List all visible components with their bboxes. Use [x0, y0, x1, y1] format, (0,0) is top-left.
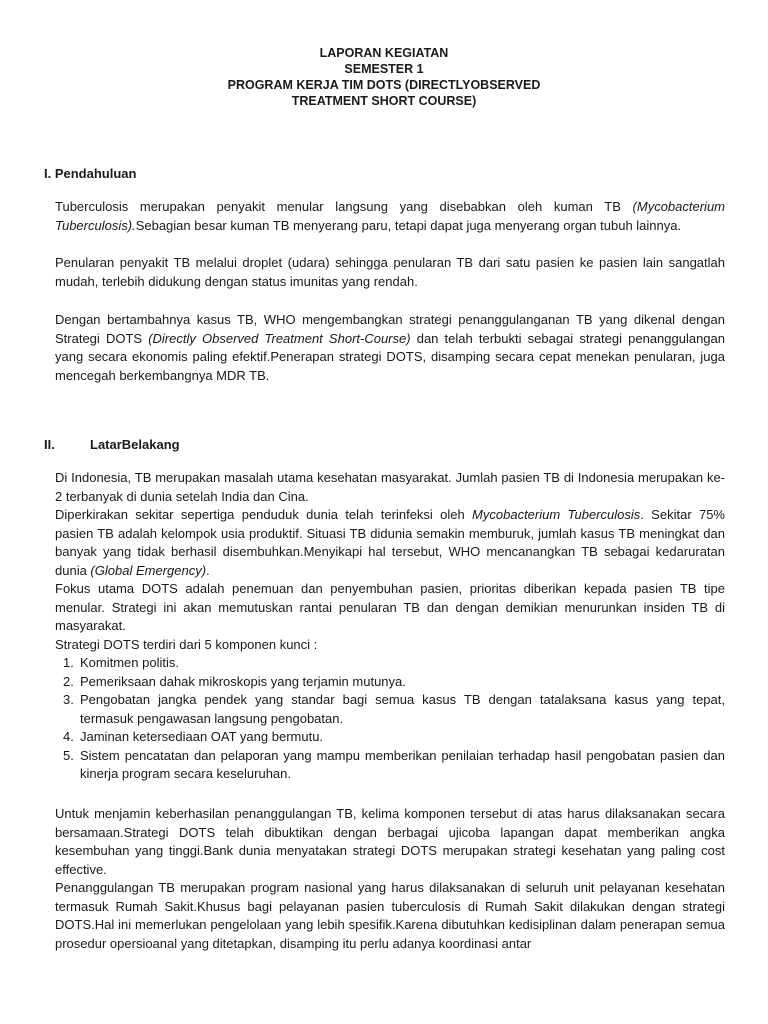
- list-item-text: Komitmen politis.: [80, 655, 179, 670]
- list-item: [55, 673, 725, 692]
- list-item-number: 4.: [63, 729, 74, 744]
- title-line-1: LAPORAN KEGIATAN: [319, 46, 449, 60]
- list-item-text: Pengobatan jangka pendek yang standar bagi semua kasus TB dengan tatalaksana kasus yang tepat, termasuk pengawasan langsung pengobatan.: [80, 692, 725, 726]
- list-item: [55, 728, 725, 747]
- paragraph-text: Untuk menjamin keberhasilan penanggulangan TB, kelima komponen tersebut di atas harus dilaksanakan secara bersamaan.Strategi DOTS telah dibuktikan dengan berbagai ujicoba lapangan dapat memberikan angka kesembuhan yang tinggi.Bank dunia menyatakan strategi DOTS merupakan strategi kesehatan yang paling cost effective.: [55, 806, 725, 877]
- text-run: Dengan bertambahnya kasus TB, WHO mengembangkan strategi penanggulanganan TB yang dikenal dengan Strategi DOTS: [55, 312, 725, 346]
- global-emergency: (Global Emergency): [90, 562, 207, 578]
- section-2-number: II.: [44, 437, 55, 452]
- section-1-heading: I. Pendahuluan: [44, 166, 137, 181]
- section-2-heading: [44, 437, 180, 452]
- section-2-body: [55, 469, 725, 784]
- title-line-4: TREATMENT SHORT COURSE): [291, 94, 477, 108]
- section-2-paragraph-5: [55, 805, 725, 953]
- section-1-paragraph-3: [55, 311, 725, 385]
- latin-name: Mycobacterium Tuberculosis: [472, 507, 641, 522]
- list-item-number: 1.: [63, 655, 74, 670]
- list-item-number: 3.: [63, 692, 74, 707]
- list-item-text: Pemeriksaan dahak mikroskopis yang terjamin mutunya.: [80, 673, 406, 689]
- list-item-text: Jaminan ketersediaan OAT yang bermutu.: [80, 729, 324, 744]
- text-run: .: [206, 562, 210, 578]
- document-title: [0, 45, 768, 109]
- latin-name: (Mycobacterium Tuberculosis).: [55, 199, 725, 233]
- section-1-paragraph-1: [55, 198, 725, 235]
- list-item: [55, 747, 725, 784]
- list-item: [55, 654, 725, 673]
- title-line-2: SEMESTER 1: [344, 62, 424, 76]
- text-run: Sebagian besar kuman TB menyerang paru, tetapi dapat juga menyerang organ tubuh lainnya.: [135, 217, 682, 233]
- dots-definition: (Directly Observed Treatment Short-Course): [148, 330, 411, 346]
- section-1-paragraph-2: [55, 254, 725, 291]
- list-item-number: 2.: [63, 673, 74, 689]
- text-run: dan telah terbukti sebagai strategi penanggulangan yang secara ekonomis paling efektif.Penerapan strategi DOTS, disamping secara cepat menekan penularan, juga mencegah berkembangnya MDR TB.: [55, 330, 725, 383]
- list-item-text: Sistem pencatatan dan pelaporan yang mampu memberikan penilaian terhadap hasil pengobatan pasien dan kinerja program secara keseluruhan.: [80, 747, 725, 781]
- text-run: . Sekitar 75% pasien TB adalah kelompok usia produktif. Situasi TB didunia semakin memburuk, jumlah kasus TB meningkat dan banyak yang tidak berhasil disembuhkan.Menyikapi hal tersebut, WHO mencanangkan TB sebagai kedaruratan dunia: [55, 507, 725, 578]
- list-item: [55, 691, 725, 728]
- text-run: Diperkirakan sekitar sepertiga penduduk dunia telah terinfeksi oleh: [55, 507, 473, 522]
- paragraph-text: Strategi DOTS terdiri dari 5 komponen kunci :: [55, 636, 318, 652]
- title-line-3: PROGRAM KERJA TIM DOTS (DIRECTLYOBSERVED: [227, 78, 541, 92]
- paragraph-text: Penanggulangan TB merupakan program nasional yang harus dilaksanakan di seluruh unit pelayanan kesehatan termasuk Rumah Sakit.Khusus bagi pelayanan pasien tuberculosis di Rumah Sakit dilakukan dengan strategi DOTS.Hal ini memerlukan pengelolaan yang lebih spesifik.Karena dibutuhkan kedisiplinan dalam penerapan semua prosedur opersioanal yang ditetapkan, disamping itu perlu adanya koordinasi antar: [55, 880, 725, 951]
- section-2-title: LatarBelakang: [90, 437, 180, 452]
- dots-components-list: [55, 654, 725, 784]
- list-item-number: 5.: [63, 747, 74, 763]
- paragraph-text: Penularan penyakit TB melalui droplet (udara) sehingga penularan TB dari satu pasien ke pasien lain sangatlah mudah, terlebih didukung dengan status imunitas yang rendah.: [55, 255, 725, 289]
- paragraph-text: Fokus utama DOTS adalah penemuan dan penyembuhan pasien, prioritas diberikan kepada pasien TB tipe menular. Strategi ini akan memutuskan rantai penularan TB dan dengan demikian menurunkan insiden TB di masyarakat.: [55, 581, 725, 633]
- paragraph-text: Di Indonesia, TB merupakan masalah utama kesehatan masyarakat. Jumlah pasien TB di Indonesia merupakan ke-2 terbanyak di dunia setelah India dan Cina.: [55, 470, 725, 504]
- text-run: Tuberculosis merupakan penyakit menular langsung yang disebabkan oleh kuman TB: [55, 199, 633, 214]
- paragraph-text: [55, 506, 725, 580]
